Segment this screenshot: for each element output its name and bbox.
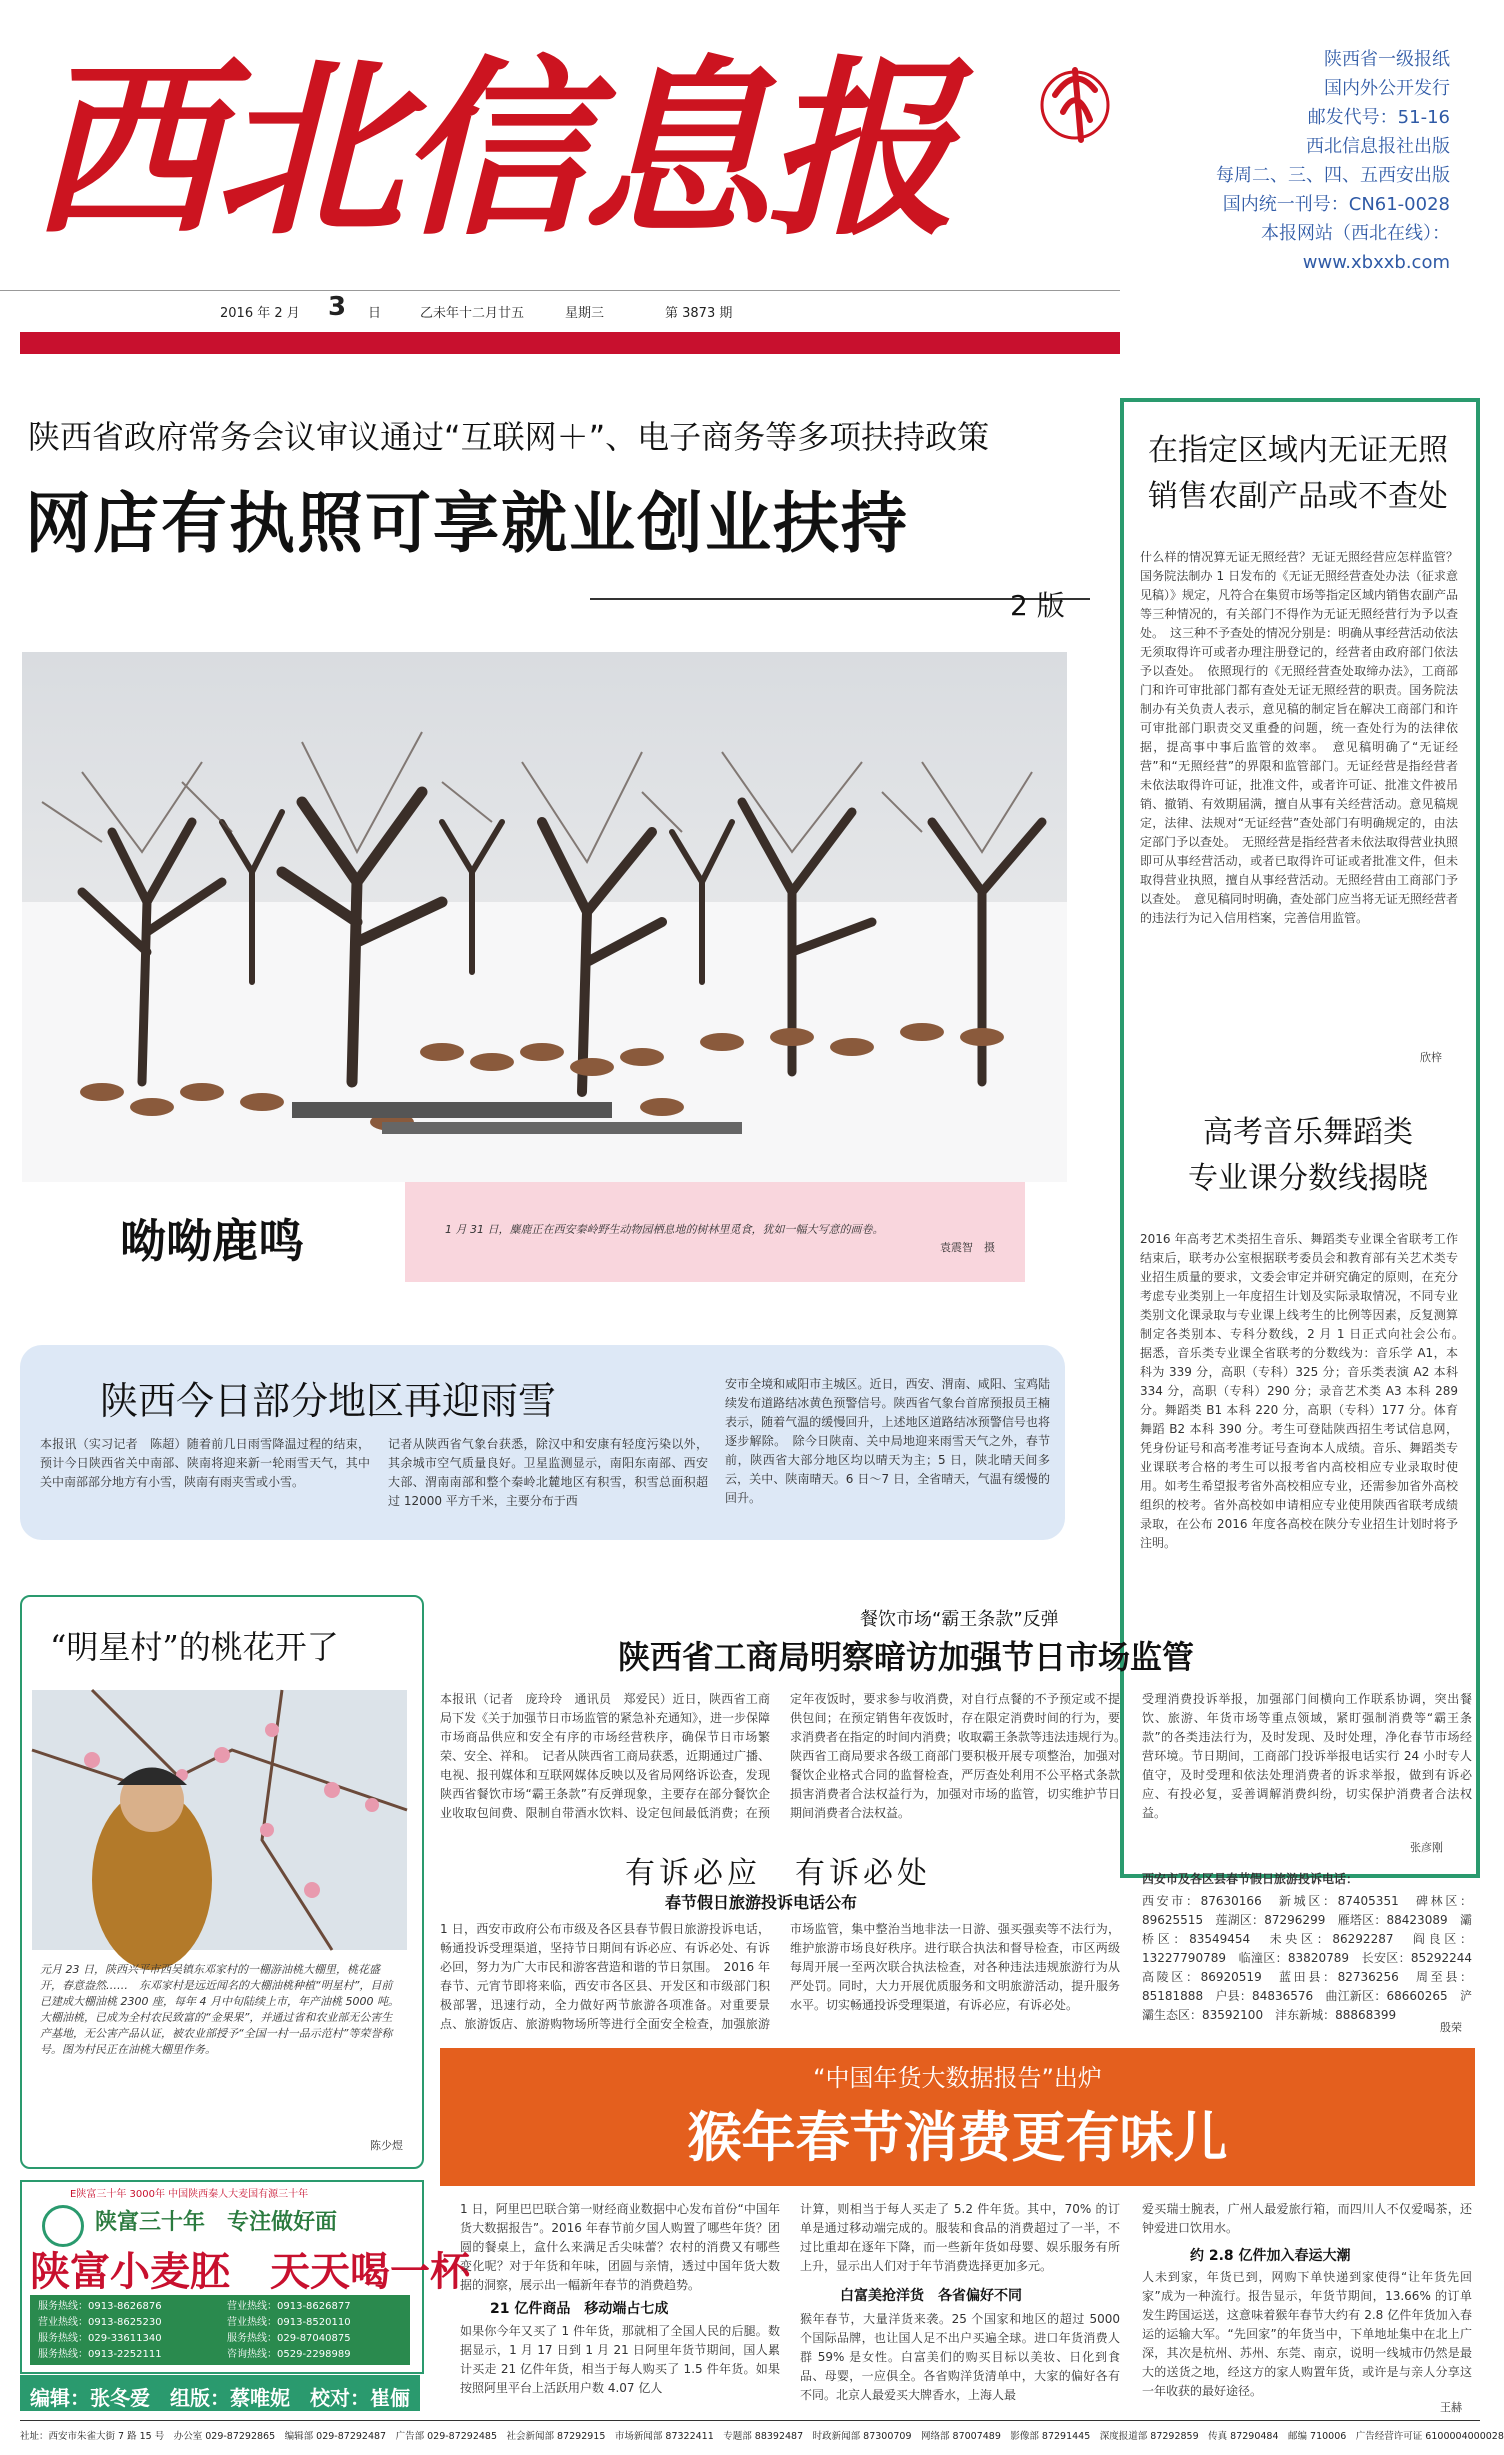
ad-phone: 咨询热线：0529-2298989	[227, 2349, 351, 2360]
spring-body3: 爱买瑞士腕表，广州人最爱旅行箱，而四川人不仅爱喝茶，还钟爱进口饮用水。	[1142, 2202, 1472, 2235]
side1-headline[interactable]	[1148, 428, 1468, 520]
market-body: 本报讯（记者 庞玲玲 通讯员 郑爱民）近日，陕西省工商局下发《关于加强节日市场监管的紧急补充通知》，进一步保障市场商品供应和安全有序的市场经营秩序，确保节日市场繁荣、安全、祥和。 记者从陕西省工商局获悉，近期通过广播、电视、报刊媒体和互联网媒体反映以及省局网络诉讼查，发现陕西省餐饮市场“霸王条款”有反弹现象，主要存在部分餐饮企业收取包间费、限制自带酒水饮料、设定包间最低消费；在预定年夜饭时，要求参与收消费，对自行点餐的不予预定或不提供包间；在预定销售年夜饭时，存在限定消费时间的行为，要求消费者在指定的时间内消费；收取霸王条款等违法违规行为。 陕西省工商局要求各级工商部门要积极开展专项整治，加强对餐饮企业格式合同的监督检查，严厉查处利用不公平格式条款损害消费者合法权益行为，加强对市场的监管，切实维护节日期间消费者合法权益。	[440, 1692, 1133, 1820]
peach-photo	[32, 1690, 407, 1950]
peach-credit: 陈少煜	[370, 2139, 403, 2152]
editors-text: 编辑：张冬爱 组版：蔡唯妮 校对：崔俪	[30, 2386, 410, 2410]
info-line: 国内外公开发行	[1324, 78, 1450, 99]
peach-headline[interactable]: “明星村”的桃花开了	[50, 1628, 339, 1666]
date-weekday: 星期三	[565, 306, 605, 321]
lead-page-ref[interactable]: 2 版	[1010, 589, 1065, 622]
side2-credit: 张彦刚	[1410, 1841, 1443, 1854]
date-day: 3	[328, 292, 347, 322]
ad-phone: 服务热线：0913-2252111	[38, 2349, 162, 2360]
photo-title: 呦呦鹿鸣	[120, 1214, 304, 1268]
spring-sub1: 21 亿件商品 移动端占七成	[490, 2301, 669, 2317]
side2-headline[interactable]	[1148, 1110, 1468, 1202]
date-day-unit: 日	[368, 306, 382, 321]
ad-top-line: E陕富三十年 3000年 中国陕西秦人大麦国有源三十年	[70, 2189, 309, 2200]
side2-headline-line: 高考音乐舞蹈类	[1203, 1115, 1413, 1150]
weather-headline[interactable]: 陕西今日部分地区再迎雨雪	[100, 1379, 557, 1423]
ad-phone: 营业热线：0913-8520110	[227, 2317, 351, 2328]
peach-caption: 元月 23 日，陕西兴平市西吴镇东邓家村的一棚游油桃大棚里，桃花盛开，春意盎然…… 东邓家村是远近闻名的大棚油桃种植“明星村”，目前已建成大棚油桃 2300 座，每年 4 月中旬陆续上市，年产油桃 5000 吨。大棚油桃，已成为全村农民致富的“金果果”，并通过省和农业部无公害生产基地，无公害产品认证，被农业部授予“全国一村一品示范村”等荣誉称号。图为村民正在油桃大棚里作务。	[40, 1963, 399, 2056]
info-line: 邮发代号：51-16	[1307, 107, 1450, 128]
side1-body: 什么样的情况算无证无照经营？无证无照经营应怎样监管？国务院法制办 1 日发布的《无证无照经营查处办法（征求意见稿）》规定，凡符合在集贸市场等指定区域内销售农副产品等三种情况的，有关部门不得作为无证无照经营行为予以查处。 这三种不予查处的情况分别是：明确从事经营活动依法无须取得许可或者办理注册登记的，经营者由政府部门依法予以查处。 依照现行的《无照经营查处取缔办法》，工商部门和许可审批部门都有查处无证无照经营的职责。国务院法制办有关负责人表示，意见稿的制定旨在解决工商部门和许可审批部门职责交叉重叠的问题，统一查处行为的法律依据，提高事中事后监管的效率。 意见稿明确了“无证经营”和“无照经营”的界限和监管部门。无证经营是指经营者未依法取得许可证，批准文件，或者许可证、批准文件被吊销、撤销、有效期届满，擅自从事有关经营活动。意见稿规定，法律、法规对“无证经营”查处部门有明确规定的，由法定部门予以查处。 无照经营是指经营者未依法取得营业执照即可从事经营活动，或者已取得许可证或者批准文件，但未取得营业执照，擅自从事经营活动。无照经营由工商部门予以查处。 意见稿同时明确，查处部门应当将无证无照经营者的违法行为记入信用档案，完善信用监管。	[1140, 550, 1459, 925]
complaint-headline[interactable]: 有诉必应 有诉必处	[625, 1856, 931, 1891]
info-line: 国内统一刊号：CN61-0028	[1222, 194, 1450, 215]
weather-col3: 安市全境和咸阳市主城区。近日，西安、渭南、咸阳、宝鸡陆续发布道路结冰黄色预警信号。陕西省气象台首席预报员王楠表示，随着气温的缓慢回升，上述地区道路结冰预警信号也将逐步解除。 除今日陕南、关中局地迎来雨雪天气之外，春节前，陕西省大部分地区均以晴天为主；5 日，陕北晴天间多云，关中、陕南晴天。6 日～7 日，全省晴天，气温有缓慢的回升。	[725, 1377, 1050, 1505]
ad-brand[interactable]: 陕富小麦胚 天天喝一杯	[30, 2249, 470, 2295]
spring-kicker: “中国年货大数据报告”出炉	[813, 2064, 1102, 2092]
masthead-info	[1150, 45, 1450, 277]
deer-photo	[22, 652, 1067, 1182]
spring-sub3: 约 2.8 亿件加入春运大潮	[1190, 2248, 1351, 2264]
photo-credit: 袁震智 摄	[940, 1241, 995, 1254]
lead-headline[interactable]: 网店有执照可享就业创业扶持	[25, 485, 909, 562]
complaint-credit: 殷荣	[1440, 2021, 1462, 2034]
ad-slogan: 陕富三十年 专注做好面	[95, 2210, 338, 2235]
side1-headline-line: 在指定区域内无证无照	[1148, 433, 1448, 468]
weather-col1: 本报讯（实习记者 陈超）随着前几日雨雪降温过程的结束，预计今日陕西省关中南部、陕南将迎来新一轮雨雪天气，其中关中南部部分地方有小雪，陕南有雨夹雪或小雪。	[40, 1437, 370, 1489]
info-line: 陕西省一级报纸	[1324, 49, 1450, 70]
weather-col2: 记者从陕西省气象台获悉，除汉中和安康有轻度污染以外，其余城市空气质量良好。卫星监测显示，南阳东南部、西安大部、渭南南部和整个秦岭北麓地区有积雪，积雪总面积超过 12000 平方千米，主要分布于西	[388, 1437, 708, 1508]
ad-phone: 服务热线：0913-8626876	[38, 2301, 162, 2312]
spring-body1b: 如果你今年又买了 1 件年货，那就相了全国人民的后腿。数据显示，1 月 17 日到 1 月 21 日阿里年货节期间，国人累计买走 21 亿件年货，相当于每人购买了 1.5 件年货。如果按照阿里平台上活跃用户数 4.07 亿人	[460, 2324, 780, 2395]
spring-body3b: 人未到家，年货已到，网购下单快递到家使得“让年货先回家”成为一种流行。报告显示，年货节期间，13.66% 的订单发生跨国运送，这意味着猴年春节大约有 2.8 亿件年货加入春运的运输大军。“先回家”的年货当中，下单地址集中在北上广深，其次是杭州、苏州、东莞、南京，说明一线城市仍然是最大的送货之地，经这方的家人购置年货，或许是与亲人分享这一年收获的最好途径。	[1142, 2270, 1472, 2398]
market-col3: 受理消费投诉举报，加强部门间横向工作联系协调，突出餐饮、旅游、年货市场等重点领域，紧盯强制消费等“霸王条款”的各类违法行为，及时发现、及时处理，净化春节市场经营环境。节日期间，工商部门投诉举报电话实行 24 小时专人值守，及时受理和依法处理消费者的诉求举报，做到有诉必应、有投必复，妥善调解消费纠纷，切实保护消费者合法权益。	[1142, 1692, 1472, 1820]
side2-body: 2016 年高考艺术类招生音乐、舞蹈类专业课全省联考工作结束后，联考办公室根据联考委员会和教育部有关艺术类专业招生质量的要求，文委会审定并研究确定的原则，在充分考虑专业类别上一年度招生计划及实际录取情况，不同专业类别文化课录取与专业课上线考生的比例等因素，反复测算制定各类别本、专科分数线，2 月 1 日正式向社会公布。 据悉，音乐类专业课全省联考的分数线为：音乐学 A1，本科为 339 分，高职（专科）325 分；音乐类表演 A2 本科 334 分，高职（专科）290 分；录音艺术类 A3 本科 289 分。舞蹈类 B1 本科 220 分，高职（专科）177 分。体育舞蹈 B2 本科 390 分。考生可登陆陕西招生考试信息网，凭身份证号和高考准考证号查询本人成绩。音乐、舞蹈类专业课联考合格的考生可以报考省内高校相应专业录取时使用。如考生希望报考省外高校相应专业，还需参加省外高校组织的校考。省外高校如申请相应专业使用陕西省联考成绩录取，在公布 2016 年度各高校在陕分专业招生计划时将予注明。	[1140, 1232, 1471, 1550]
info-line: 西北信息报社出版	[1306, 136, 1450, 157]
spring-headline[interactable]: 猴年春节消费更有味儿	[687, 2106, 1228, 2169]
ad-phone: 营业热线：0913-8626877	[227, 2301, 351, 2312]
side2-headline-line: 专业课分数线揭晓	[1188, 1161, 1428, 1196]
complaint-body: 1 日，西安市政府公布市级及各区县春节假日旅游投诉电话，畅通投诉受理渠道，坚持节日期间有诉必应、有诉必处、有诉必回，努力为广大市民和游客营造和谐的节日氛围。 2016 年春节、元宵节即将来临，西安市各区县、开发区和市级部门积极部署，迅速行动，全力做好两节旅游各项准备。对重要景点、旅游饭店、旅游购物场所等进行全面安全检查，加强旅游市场监管，集中整治当地非法一日游、强买强卖等不法行为，维护旅游市场良好秩序。进行联合执法和督导检查，市区两级每周开展一至两次联合执法检查，对各种违法违规旅游行为从严处罚。同时，大力开展优质服务和文明旅游活动，提升服务水平。切实畅通投诉受理渠道，有诉必应，有诉必处。	[440, 1922, 1120, 2031]
masthead-emblem	[1035, 50, 1115, 150]
spring-body2: 计算，则相当于每人买走了 5.2 件年货。其中，70% 的订单是通过移动端完成的。服装和食品的消费超过了一半，不过比重却在逐年下降，而一些新年货如母婴、娱乐服务有所上升，显示出人们对于年节消费选择更加多元。	[800, 2202, 1120, 2273]
footer-text: 社址：西安市朱雀大街 7 路 15 号 办公室 029-87292865 编辑部 029-87292487 广告部 029-87292485 社会新闻部 87292915 市场新闻部 87322411 专题部 88392487 时政新闻部 87300709 网络部 87007489 影像部 87291445 深度报道部 87292859 传真 87290484 邮编 710006 广告经营许可证 6100004000028	[20, 2431, 1504, 2442]
ad-phone: 服务热线：029-87040875	[227, 2333, 351, 2344]
side1-headline-line: 销售农副产品或不查处	[1148, 479, 1448, 514]
emblem-icon	[1035, 50, 1115, 150]
date-bar	[0, 290, 1120, 321]
ad-phone: 服务热线：029-33611340	[38, 2333, 162, 2344]
spring-body2b: 猴年春节，大量洋货来袭。25 个国家和地区的超过 5000 个国际品牌，也让国人足不出户买遍全球。进口年货消费人群 59% 是女性。白富美们的购买目标以美妆、日化到食品、母婴，一应俱全。各省购洋货清单中，大家的偏好各有不同。北京人最爱买大牌香水，上海人最	[800, 2312, 1120, 2402]
side1-credit: 欣梓	[1420, 1051, 1442, 1064]
date-text: 2016 年 2 月	[220, 306, 300, 321]
market-kicker: 餐饮市场“霸王条款”反弹	[860, 1609, 1059, 1630]
footer-rule	[20, 2420, 1480, 2421]
date-lunar: 乙未年十二月廿五	[420, 306, 525, 321]
spring-credit: 王赫	[1440, 2401, 1462, 2414]
red-rule	[20, 332, 1120, 354]
complaint-sub: 春节假日旅游投诉电话公布	[665, 1893, 858, 1912]
lead-kicker: 陕西省政府常务会议审议通过“互联网＋”、电子商务等多项扶持政策	[28, 418, 990, 456]
masthead-title: 西北信息报	[30, 38, 951, 261]
photo-caption: 1 月 31 日，麋鹿正在西安秦岭野生动物园栖息地的树林里觅食，犹如一幅大写意的画卷。	[445, 1223, 884, 1236]
market-headline[interactable]: 陕西省工商局明察暗访加强节日市场监管	[618, 1638, 1195, 1676]
complaint-list-title: 西安市及各区县春节假日旅游投诉电话：	[1142, 1872, 1359, 1886]
info-line: 本报网站（西北在线）：www.xbxxb.com	[1261, 223, 1450, 273]
complaint-list: 西安市：87630166 新城区：87405351 碑林区：89625515 莲湖区：87296299 雁塔区：88423089 灞桥区：83549454 未央区：86292287 阎良区：13227790789 临潼区：83820789 长安区：85292244 高陵区：86920519 蓝田县：82736256 周至县：85181888 户县：84836576 曲江新区：68660265 浐灞生态区：83592100 沣东新城：88868399	[1142, 1894, 1485, 2022]
info-line: 每周二、三、四、五西安出版	[1216, 165, 1450, 186]
spring-body1: 1 日，阿里巴巴联合第一财经商业数据中心发布首份“中国年货大数据报告”。2016 年春节前夕国人购置了哪些年货？团圆的餐桌上，盒什么来满足舌尖味蕾？农村的消费又有哪些变化呢？对于年货和年味，团圆与亲情，透过中国年货大数据的洞察，展示出一幅新年春节的消费趋势。	[460, 2202, 780, 2292]
spring-sub2: 白富美抢洋货 各省偏好不同	[840, 2288, 1022, 2304]
ad-phone: 营业热线：0913-8625230	[38, 2317, 162, 2328]
ad-phone-grid	[38, 2299, 408, 2363]
date-issue: 第 3873 期	[665, 306, 733, 321]
